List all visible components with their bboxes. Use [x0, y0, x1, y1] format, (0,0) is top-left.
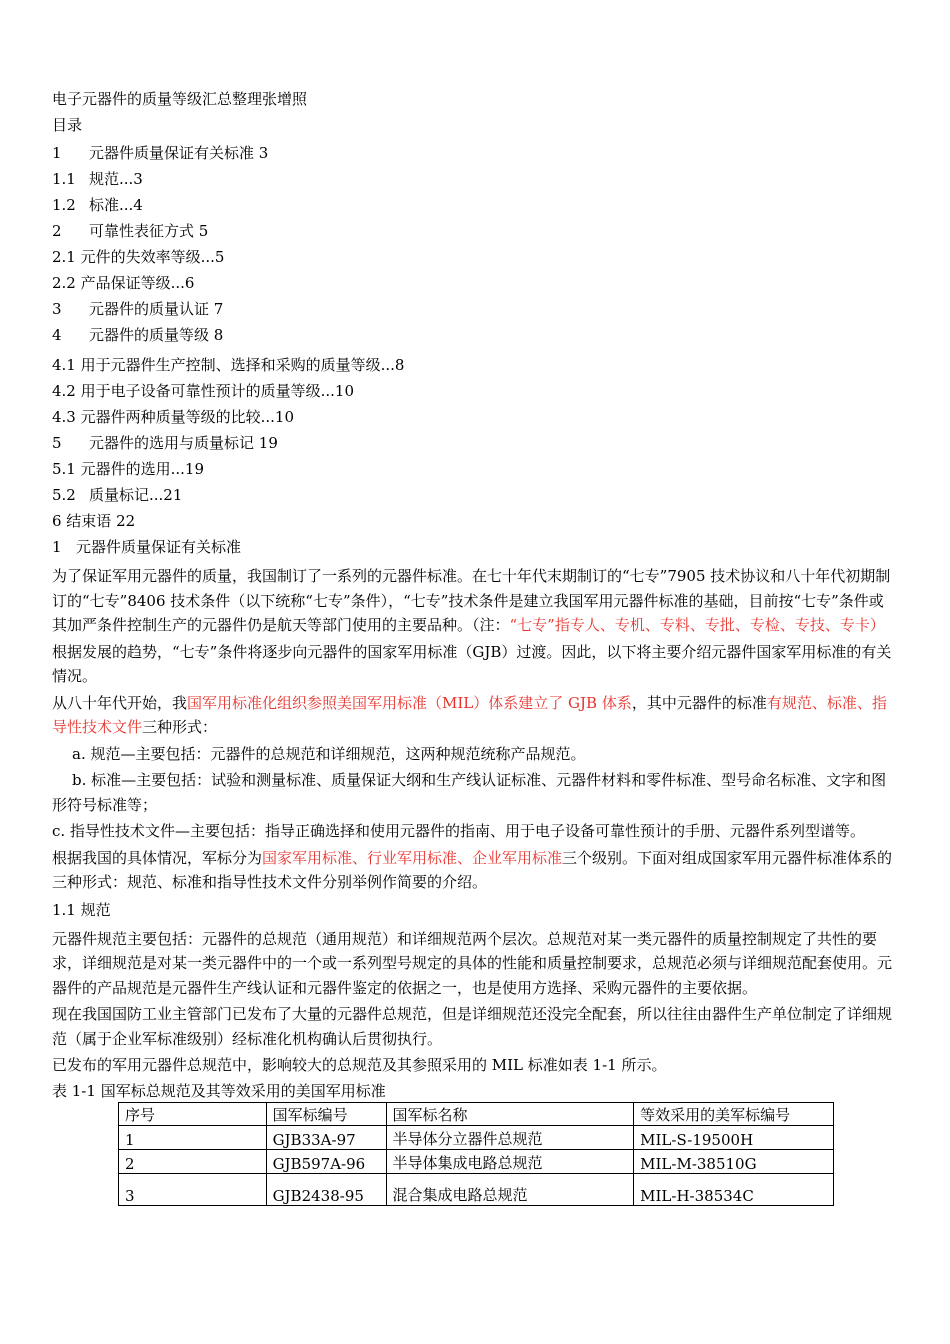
toc-text: 4.1 用于元器件生产控制、选择和采购的质量等级...8 — [52, 356, 405, 374]
section-heading — [52, 534, 898, 560]
toc-text: 4.3 元器件两种质量等级的比较...10 — [52, 408, 295, 426]
toc-entry[interactable] — [52, 404, 898, 430]
toc-entry[interactable] — [52, 378, 898, 404]
table-cell: 半导体集成电路总规范 — [386, 1149, 634, 1173]
paragraph: 现在我国国防工业主管部门已发布了大量的元器件总规范，但是详细规范还没完全配套，所以往往由器件生产单位制定了详细规范（属于企业军标准级别）经标准化机构确认后贯彻执行。 — [52, 1005, 893, 1048]
column-header: 等效采用的美军标编号 — [634, 1102, 834, 1125]
column-header: 序号 — [119, 1102, 267, 1125]
table-cell: GJB2438-95 — [266, 1173, 386, 1205]
table-cell: MIL-H-38534C — [634, 1173, 834, 1205]
table-cell: GJB33A-97 — [266, 1125, 386, 1149]
table-row — [119, 1149, 834, 1173]
toc-entry[interactable] — [52, 322, 898, 348]
paragraph: 根据发展的趋势，“七专”条件将逐步向元器件的国家军用标准（GJB）过渡。因此，以下将主要介绍元器件国家军用标准的有关情况。 — [52, 642, 892, 685]
toc-entry[interactable] — [52, 456, 898, 482]
toc-text: 元器件质量保证有关标准 3 — [89, 144, 269, 162]
column-header: 国军标编号 — [266, 1102, 386, 1125]
toc-entry[interactable] — [52, 352, 898, 378]
table-cell: MIL-M-38510G — [634, 1149, 834, 1173]
toc-text: 6 结束语 22 — [52, 512, 136, 530]
toc-entry[interactable] — [52, 508, 898, 534]
toc-entry[interactable] — [52, 244, 898, 270]
table-cell: GJB597A-96 — [266, 1149, 386, 1173]
document-title: 电子元器件的质量等级汇总整理张增照 — [52, 90, 308, 108]
table-of-contents — [52, 140, 898, 534]
highlight-text: “七专”指专人、专机、专料、专批、专检、专技、专卡） — [509, 616, 885, 634]
toc-number: 1.1 — [52, 170, 76, 188]
subsection-heading: 1.1 规范 — [52, 900, 111, 919]
toc-entry[interactable] — [52, 270, 898, 296]
paragraph-text: 为了保证军用元器件的质量，我国制订了一系列的元器件标准。在七十年代末期制订的“七专”7905 技术协议和八十年代初期制订的“七专”8406 技术条件（以下统称“七专”条件），“七专”技术条件是建立我国军用元器件标准的基础，目前按“七专”条件或其加严条件控制生产的元器件仍是航天等部门使用的主要品种。（注： — [52, 567, 891, 634]
toc-number: 1 — [52, 144, 62, 162]
toc-text: 规范...3 — [89, 170, 143, 188]
toc-number: 2 — [52, 222, 62, 240]
highlight-text: 有规范、标准、指导性技术文件 — [52, 693, 887, 736]
paragraph-text: ，其中元器件的标准 — [631, 693, 767, 712]
toc-number: 4 — [52, 326, 62, 344]
table-cell: MIL-S-19500H — [634, 1125, 834, 1149]
paragraph — [52, 564, 898, 638]
toc-text: 质量标记...21 — [89, 486, 183, 504]
toc-entry[interactable] — [52, 166, 898, 192]
highlight-text: 国军用标准化组织参照美国军用标准（MIL）体系建立了 GJB 体系 — [187, 693, 632, 712]
toc-entry[interactable] — [52, 482, 898, 508]
list-item-c: c. 指导性技术文件—主要包括：指导正确选择和使用元器件的指南、用于电子设备可靠性预计的手册、元器件系列型谱等。 — [52, 822, 865, 840]
list-item-text: b. 标准—主要包括：试验和测量标准、质量保证大纲和生产线认证标准、元器件材料和零件标准、型号命名标准、文字和图形符号标准等； — [52, 771, 887, 814]
toc-number: 5 — [52, 434, 62, 452]
toc-text: 标准...4 — [89, 196, 143, 214]
toc-entry[interactable] — [52, 140, 898, 166]
table-row — [119, 1125, 834, 1149]
standards-table — [118, 1102, 834, 1206]
toc-number: 3 — [52, 300, 62, 318]
toc-text: 2.1 元件的失效率等级...5 — [52, 248, 225, 266]
toc-text: 元器件的质量等级 8 — [89, 326, 224, 344]
document-page — [52, 86, 898, 1206]
list-item-b — [52, 768, 898, 817]
paragraph: 元器件规范主要包括：元器件的总规范（通用规范）和详细规范两个层次。总规范对某一类元器件的质量控制规定了共性的要求，详细规范是对某一类元器件中的一个或一系列型号规定的具体的性能和质量控制要求，总规范必须与详细规范配套使用。元器件的产品规范是元器件生产线认证和元器件鉴定的依据之一，也是使用方选择、采购元器件的主要依据。 — [52, 929, 893, 997]
toc-heading: 目录 — [52, 116, 83, 134]
table-row — [119, 1173, 834, 1205]
table-cell: 1 — [119, 1125, 267, 1149]
toc-text: 4.2 用于电子设备可靠性预计的质量等级...10 — [52, 382, 355, 400]
toc-number: 5.2 — [52, 486, 76, 504]
toc-entry[interactable] — [52, 430, 898, 456]
column-header: 国军标名称 — [386, 1102, 634, 1125]
toc-text: 可靠性表征方式 5 — [89, 222, 209, 240]
toc-text: 元器件的质量认证 7 — [89, 300, 224, 318]
toc-entry[interactable] — [52, 192, 898, 218]
section-title: 元器件质量保证有关标准 — [76, 538, 242, 556]
table-cell: 3 — [119, 1173, 267, 1205]
paragraph: 已发布的军用元器件总规范中，影响较大的总规范及其参照采用的 MIL 标准如表 1-1 所示。 — [52, 1056, 667, 1074]
table-caption: 表 1-1 国军标总规范及其等效采用的美国军用标准 — [52, 1081, 386, 1100]
paragraph-text: 根据我国的具体情况，军标分为 — [52, 848, 263, 867]
table-cell: 混合集成电路总规范 — [386, 1173, 634, 1205]
toc-text: 元器件的选用与质量标记 19 — [89, 434, 278, 452]
table-cell: 2 — [119, 1149, 267, 1173]
toc-text: 5.1 元器件的选用...19 — [52, 460, 205, 478]
highlight-text: 国家军用标准、行业军用标准、企业军用标准 — [262, 848, 563, 867]
paragraph — [52, 691, 898, 740]
table-cell: 半导体分立器件总规范 — [386, 1125, 634, 1149]
toc-entry[interactable] — [52, 218, 898, 244]
section-number: 1 — [52, 538, 62, 556]
paragraph-text: 三个级别。下面对组成国家军用元器件标准体系的三种形式：规范、标准和指导性技术文件分别举例作简要的介绍。 — [52, 848, 893, 891]
paragraph-text: 三种形式： — [142, 718, 218, 736]
list-item-a: a. 规范—主要包括：元器件的总规范和详细规范，这两种规范统称产品规范。 — [72, 744, 586, 763]
toc-entry[interactable] — [52, 296, 898, 322]
toc-text: 2.2 产品保证等级...6 — [52, 274, 195, 292]
toc-number: 1.2 — [52, 196, 76, 214]
paragraph — [52, 846, 898, 895]
table-header-row — [119, 1102, 834, 1125]
paragraph-text: 从八十年代开始，我 — [52, 693, 188, 712]
